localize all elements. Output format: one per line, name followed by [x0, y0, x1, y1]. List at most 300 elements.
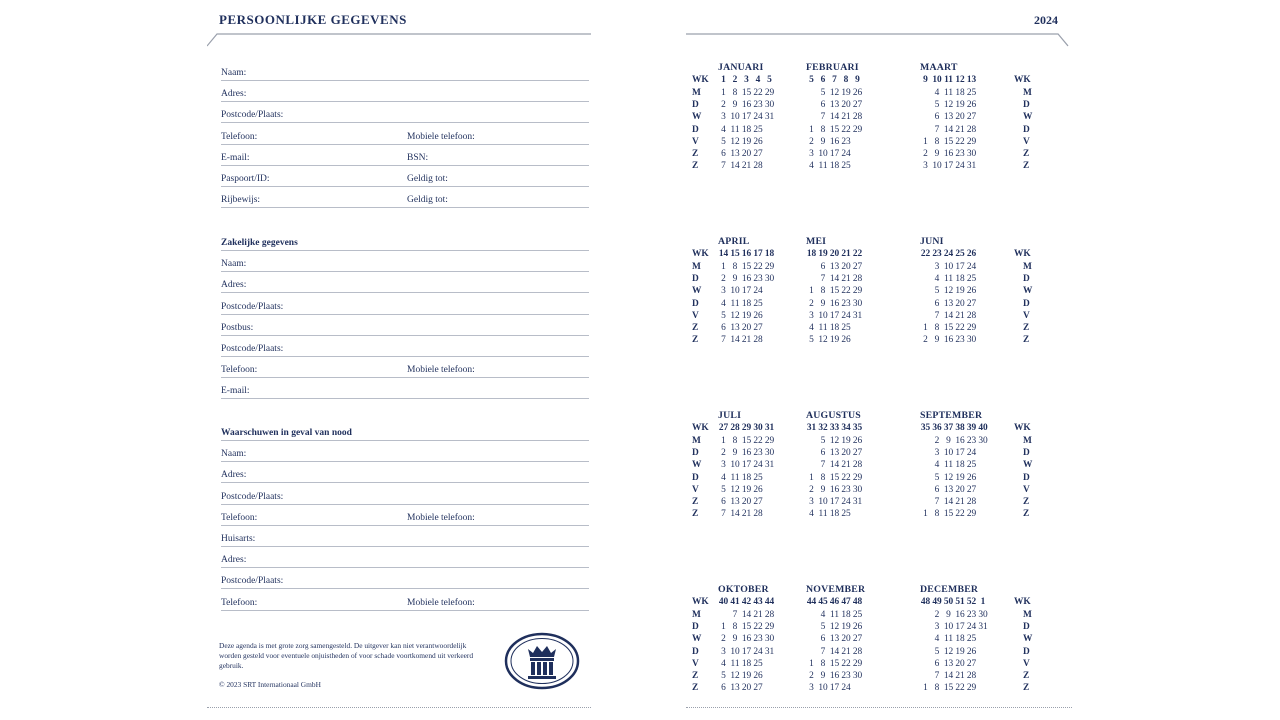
day-number: 4 — [809, 161, 814, 172]
day-number: 28 — [753, 335, 763, 346]
day-number: 22 — [753, 436, 763, 446]
day-number: 27 — [753, 683, 763, 694]
day-number: 22 — [955, 509, 965, 520]
day-number: 14 — [730, 335, 740, 346]
day-number: 23 — [955, 335, 965, 346]
day-number: 10 — [818, 149, 828, 159]
month-block — [806, 584, 926, 714]
day-number: 1 — [923, 683, 928, 694]
week-label: WK — [1014, 597, 1031, 607]
field-label-secondary: Mobiele telefoon: — [407, 365, 475, 376]
week-number: 2 — [732, 75, 738, 85]
week-number: 37 — [943, 423, 954, 433]
day-number: 9 — [946, 610, 951, 620]
weekday-label: V — [692, 658, 699, 669]
form-line[interactable] — [221, 64, 589, 81]
day-number: 22 — [753, 622, 763, 633]
day-number: 6 — [934, 112, 940, 123]
week-number: 43 — [753, 597, 763, 607]
day-number: 14 — [943, 310, 954, 321]
day-number: 16 — [829, 136, 840, 147]
day-number: 4 — [721, 298, 726, 309]
weekday-label: W — [1023, 460, 1033, 471]
day-number: 31 — [764, 460, 775, 471]
day-number: 9 — [732, 100, 738, 111]
day-number: 14 — [741, 610, 752, 620]
week-number: 44 — [764, 597, 775, 607]
day-number: 23 — [753, 100, 763, 111]
form-line[interactable] — [221, 382, 589, 399]
day-number: 20 — [955, 484, 965, 495]
weekday-label: M — [1023, 88, 1032, 98]
week-number: 9 — [855, 75, 860, 85]
week-number: 25 — [955, 249, 965, 259]
day-number: 16 — [955, 436, 965, 446]
week-number: 8 — [843, 75, 849, 85]
month-block — [692, 584, 812, 714]
weekday-label: Z — [1023, 509, 1030, 520]
day-number: 7 — [820, 112, 826, 123]
day-number: 13 — [730, 149, 740, 159]
weekday-label: D — [692, 448, 699, 459]
day-number: 6 — [721, 497, 726, 507]
day-number: 17 — [829, 149, 840, 159]
week-number: 6 — [820, 75, 826, 85]
day-number: 5 — [721, 671, 726, 681]
form-line[interactable] — [221, 445, 589, 462]
day-number: 8 — [732, 262, 738, 272]
day-number: 10 — [818, 683, 828, 694]
month-block — [920, 410, 1040, 540]
day-number: 14 — [829, 274, 840, 285]
day-number: 1 — [809, 286, 814, 297]
day-number: 11 — [943, 274, 954, 285]
day-number: 17 — [955, 448, 965, 459]
day-number: 4 — [721, 658, 726, 669]
weekday-label: Z — [692, 161, 699, 172]
week-number: 23 — [932, 249, 942, 259]
day-number: 19 — [841, 88, 851, 98]
form-line[interactable] — [221, 191, 589, 208]
day-number: 28 — [753, 509, 763, 520]
weekday-label: Z — [1023, 149, 1030, 159]
day-number: 5 — [721, 484, 726, 495]
day-number: 28 — [852, 112, 863, 123]
form-line[interactable] — [221, 298, 589, 315]
day-number: 23 — [841, 484, 851, 495]
day-number: 7 — [721, 509, 726, 520]
day-number: 5 — [721, 136, 726, 147]
day-number: 3 — [721, 646, 726, 657]
day-number: 20 — [955, 298, 965, 309]
day-number: 15 — [741, 88, 752, 98]
day-number: 11 — [943, 634, 954, 645]
day-number: 22 — [841, 472, 851, 483]
day-number: 15 — [741, 622, 752, 633]
day-number: 26 — [966, 646, 977, 657]
day-number: 16 — [955, 610, 965, 620]
week-number: 28 — [730, 423, 740, 433]
day-number: 29 — [852, 124, 863, 135]
week-label: WK — [1014, 75, 1031, 85]
day-number: 20 — [841, 262, 851, 272]
day-number: 20 — [841, 100, 851, 111]
month-name: AUGUSTUS — [806, 410, 861, 421]
month-name: DECEMBER — [920, 584, 979, 595]
day-number: 12 — [730, 310, 740, 321]
day-number: 26 — [753, 484, 763, 495]
day-number: 5 — [934, 286, 940, 297]
day-number: 15 — [829, 472, 840, 483]
field-label: Adres: — [221, 89, 247, 100]
form-line[interactable] — [221, 319, 589, 336]
day-number: 3 — [721, 460, 726, 471]
month-name: MEI — [806, 236, 827, 247]
day-number: 8 — [820, 658, 826, 669]
field-label: Telefoon: — [221, 512, 258, 523]
day-number: 25 — [841, 161, 851, 172]
day-number: 1 — [721, 262, 726, 272]
field-label: Postcode/Plaats: — [221, 576, 284, 587]
day-number: 13 — [730, 497, 740, 507]
day-number: 19 — [741, 484, 752, 495]
day-number: 19 — [829, 335, 840, 346]
week-number: 35 — [852, 423, 863, 433]
week-label: WK — [1014, 249, 1031, 259]
week-number: 45 — [818, 597, 828, 607]
day-number: 8 — [732, 436, 738, 446]
day-number: 9 — [820, 298, 826, 309]
day-number: 2 — [934, 610, 940, 620]
day-number: 31 — [978, 622, 988, 633]
form-line[interactable] — [221, 530, 589, 547]
field-label-secondary: Geldig tot: — [407, 195, 448, 206]
week-number: 12 — [955, 75, 965, 85]
field-label: Telefoon: — [221, 131, 258, 142]
day-number: 19 — [955, 472, 965, 483]
weekday-label: W — [692, 634, 702, 645]
form-line[interactable] — [221, 128, 589, 145]
day-number: 26 — [852, 436, 863, 446]
day-number: 19 — [841, 622, 851, 633]
day-number: 29 — [966, 509, 977, 520]
day-number: 3 — [809, 310, 814, 321]
day-number: 12 — [943, 646, 954, 657]
disclaimer-text: Deze agenda is met grote zorg samengesteld. De uitgever kan niet verantwoordelijk worden gesteld voor eventuele onjuistheden of voor schade voortkomend uit verkeerd gebruik. — [219, 641, 474, 670]
day-number: 13 — [943, 658, 954, 669]
weekday-label: W — [692, 286, 702, 297]
month-name: JULI — [718, 410, 742, 421]
day-number: 13 — [730, 683, 740, 694]
day-number: 27 — [852, 448, 863, 459]
day-number: 8 — [934, 136, 940, 147]
day-number: 3 — [809, 683, 814, 694]
week-number: 49 — [932, 597, 942, 607]
day-number: 24 — [955, 161, 965, 172]
month-name: OKTOBER — [718, 584, 769, 595]
weekday-label: D — [692, 298, 699, 309]
day-number: 7 — [934, 124, 940, 135]
form-line[interactable] — [221, 361, 589, 378]
field-label: Postcode/Plaats: — [221, 344, 284, 354]
day-number: 25 — [966, 634, 977, 645]
day-number: 14 — [943, 671, 954, 681]
day-number: 19 — [841, 436, 851, 446]
day-number: 27 — [852, 634, 863, 645]
weekday-label: V — [1023, 136, 1030, 147]
day-number: 23 — [753, 274, 763, 285]
field-label-secondary: Geldig tot: — [407, 174, 448, 184]
day-number: 15 — [943, 323, 954, 333]
weekday-label: W — [1023, 112, 1033, 123]
day-number: 16 — [829, 671, 840, 681]
day-number: 17 — [943, 161, 954, 172]
week-number: 24 — [943, 249, 954, 259]
weekday-label: D — [1023, 100, 1030, 111]
field-label: Naam: — [221, 68, 247, 78]
day-number: 5 — [934, 100, 940, 111]
day-number: 28 — [966, 124, 977, 135]
weekday-label: D — [692, 472, 699, 483]
day-number: 3 — [923, 161, 928, 172]
field-label: Postbus: — [221, 322, 254, 333]
day-number: 15 — [943, 683, 954, 694]
form-line[interactable] — [221, 572, 589, 589]
weekday-label: W — [1023, 634, 1033, 645]
weekday-label: V — [692, 136, 699, 147]
weekday-label: W — [692, 460, 702, 471]
weekday-label: V — [692, 484, 699, 495]
day-number: 14 — [829, 112, 840, 123]
day-number: 2 — [934, 436, 940, 446]
day-number: 17 — [741, 112, 752, 123]
day-number: 7 — [820, 460, 826, 471]
form-line[interactable] — [221, 466, 589, 483]
day-number: 6 — [820, 100, 826, 111]
day-number: 21 — [955, 310, 965, 321]
day-number: 7 — [721, 161, 726, 172]
day-number: 2 — [809, 671, 814, 681]
week-number: 10 — [932, 75, 942, 85]
day-number: 2 — [923, 335, 928, 346]
day-number: 16 — [829, 484, 840, 495]
week-number: 18 — [806, 249, 817, 259]
form-line[interactable] — [221, 340, 589, 357]
week-number: 52 — [966, 597, 977, 607]
day-number: 4 — [820, 610, 826, 620]
day-number: 18 — [741, 298, 752, 309]
weekday-label: M — [1023, 436, 1032, 446]
weekday-label: Z — [692, 683, 699, 694]
week-number: 18 — [764, 249, 775, 259]
day-number: 29 — [764, 622, 775, 633]
day-number: 20 — [741, 323, 752, 333]
day-number: 28 — [764, 610, 775, 620]
month-name: NOVEMBER — [806, 584, 866, 595]
day-number: 16 — [741, 274, 752, 285]
week-number: 22 — [920, 249, 931, 259]
form-line[interactable] — [221, 106, 589, 123]
form-line[interactable] — [221, 488, 589, 505]
form-line[interactable] — [221, 509, 589, 526]
day-number: 29 — [852, 286, 863, 297]
day-number: 9 — [732, 274, 738, 285]
day-number: 24 — [966, 262, 977, 272]
month-block — [920, 584, 1040, 714]
week-number: 5 — [809, 75, 814, 85]
day-number: 25 — [753, 658, 763, 669]
bottom-rule — [207, 707, 591, 708]
form-line[interactable] — [221, 551, 589, 568]
weekday-label: W — [1023, 286, 1033, 297]
publisher-logo — [503, 631, 581, 691]
day-number: 12 — [730, 484, 740, 495]
day-number: 13 — [943, 298, 954, 309]
month-block — [920, 62, 1040, 192]
day-number: 23 — [841, 671, 851, 681]
day-number: 5 — [820, 436, 826, 446]
form-line[interactable] — [221, 85, 589, 102]
day-number: 17 — [955, 622, 965, 633]
day-number: 29 — [966, 323, 977, 333]
form-line[interactable] — [221, 149, 589, 166]
day-number: 19 — [955, 646, 965, 657]
week-number: 35 — [920, 423, 931, 433]
day-number: 2 — [809, 298, 814, 309]
bottom-rule — [686, 707, 1072, 708]
day-number: 10 — [730, 112, 740, 123]
day-number: 9 — [934, 149, 940, 159]
day-number: 20 — [741, 683, 752, 694]
form-line[interactable] — [221, 255, 589, 272]
day-number: 30 — [764, 448, 775, 459]
day-number: 23 — [753, 448, 763, 459]
day-number: 17 — [741, 286, 752, 297]
weekday-label: W — [692, 112, 702, 123]
week-number: 48 — [852, 597, 863, 607]
weekday-label: M — [692, 610, 701, 620]
day-number: 1 — [923, 323, 928, 333]
day-number: 3 — [809, 149, 814, 159]
day-number: 25 — [841, 509, 851, 520]
week-number: 40 — [718, 597, 729, 607]
weekday-label: D — [1023, 298, 1030, 309]
day-number: 8 — [934, 323, 940, 333]
weekday-label: Z — [692, 323, 699, 333]
day-number: 8 — [934, 509, 940, 520]
field-label: Paspoort/ID: — [221, 174, 270, 184]
day-number: 7 — [732, 610, 738, 620]
day-number: 24 — [841, 497, 851, 507]
day-number: 25 — [966, 460, 977, 471]
day-number: 3 — [809, 497, 814, 507]
weekday-label: D — [1023, 472, 1030, 483]
day-number: 30 — [852, 484, 863, 495]
field-label-secondary: Mobiele telefoon: — [407, 131, 475, 142]
week-number: 27 — [718, 423, 729, 433]
day-number: 4 — [809, 509, 814, 520]
day-number: 24 — [966, 448, 977, 459]
month-block — [806, 236, 926, 366]
day-number: 22 — [841, 658, 851, 669]
day-number: 21 — [841, 112, 851, 123]
day-number: 20 — [955, 112, 965, 123]
day-number: 14 — [730, 161, 740, 172]
form-line[interactable] — [221, 594, 589, 611]
day-number: 9 — [732, 634, 738, 645]
day-number: 22 — [753, 262, 763, 272]
day-number: 15 — [829, 124, 840, 135]
day-number: 8 — [820, 472, 826, 483]
day-number: 29 — [966, 136, 977, 147]
week-number: 41 — [730, 597, 740, 607]
day-number: 23 — [841, 298, 851, 309]
day-number: 2 — [809, 484, 814, 495]
day-number: 2 — [809, 136, 814, 147]
day-number: 24 — [966, 622, 977, 633]
day-number: 11 — [730, 658, 740, 669]
day-number: 24 — [841, 683, 851, 694]
day-number: 15 — [741, 436, 752, 446]
day-number: 23 — [753, 634, 763, 645]
week-number: 39 — [966, 423, 977, 433]
day-number: 20 — [741, 149, 752, 159]
weekday-label: M — [692, 436, 701, 446]
day-number: 12 — [730, 671, 740, 681]
day-number: 17 — [829, 497, 840, 507]
day-number: 5 — [934, 472, 940, 483]
day-number: 27 — [753, 323, 763, 333]
day-number: 24 — [753, 112, 763, 123]
weekday-label: M — [1023, 262, 1032, 272]
section-heading-label: Zakelijke gegevens — [221, 238, 298, 248]
day-number: 5 — [820, 88, 826, 98]
week-number: 5 — [767, 75, 772, 85]
day-number: 30 — [852, 671, 863, 681]
day-number: 16 — [943, 149, 954, 159]
week-number: 36 — [932, 423, 942, 433]
day-number: 1 — [809, 124, 814, 135]
day-number: 18 — [955, 274, 965, 285]
day-number: 14 — [829, 460, 840, 471]
day-number: 17 — [829, 683, 840, 694]
day-number: 11 — [818, 509, 828, 520]
day-number: 10 — [730, 646, 740, 657]
day-number: 16 — [829, 298, 840, 309]
day-number: 30 — [852, 298, 863, 309]
day-number: 9 — [820, 484, 826, 495]
day-number: 18 — [955, 634, 965, 645]
day-number: 14 — [943, 124, 954, 135]
day-number: 27 — [852, 100, 863, 111]
day-number: 16 — [741, 100, 752, 111]
day-number: 5 — [934, 646, 940, 657]
day-number: 10 — [943, 262, 954, 272]
day-number: 12 — [730, 136, 740, 147]
form-line[interactable] — [221, 276, 589, 293]
weekday-label: M — [692, 88, 701, 98]
day-number: 4 — [934, 634, 940, 645]
day-number: 6 — [820, 634, 826, 645]
day-number: 6 — [721, 683, 726, 694]
field-label: Telefoon: — [221, 597, 258, 608]
form-line[interactable] — [221, 170, 589, 187]
month-block — [692, 62, 812, 192]
day-number: 1 — [721, 436, 726, 446]
header-rule — [207, 22, 591, 48]
day-number: 10 — [818, 310, 828, 321]
weekday-label: M — [1023, 610, 1032, 620]
